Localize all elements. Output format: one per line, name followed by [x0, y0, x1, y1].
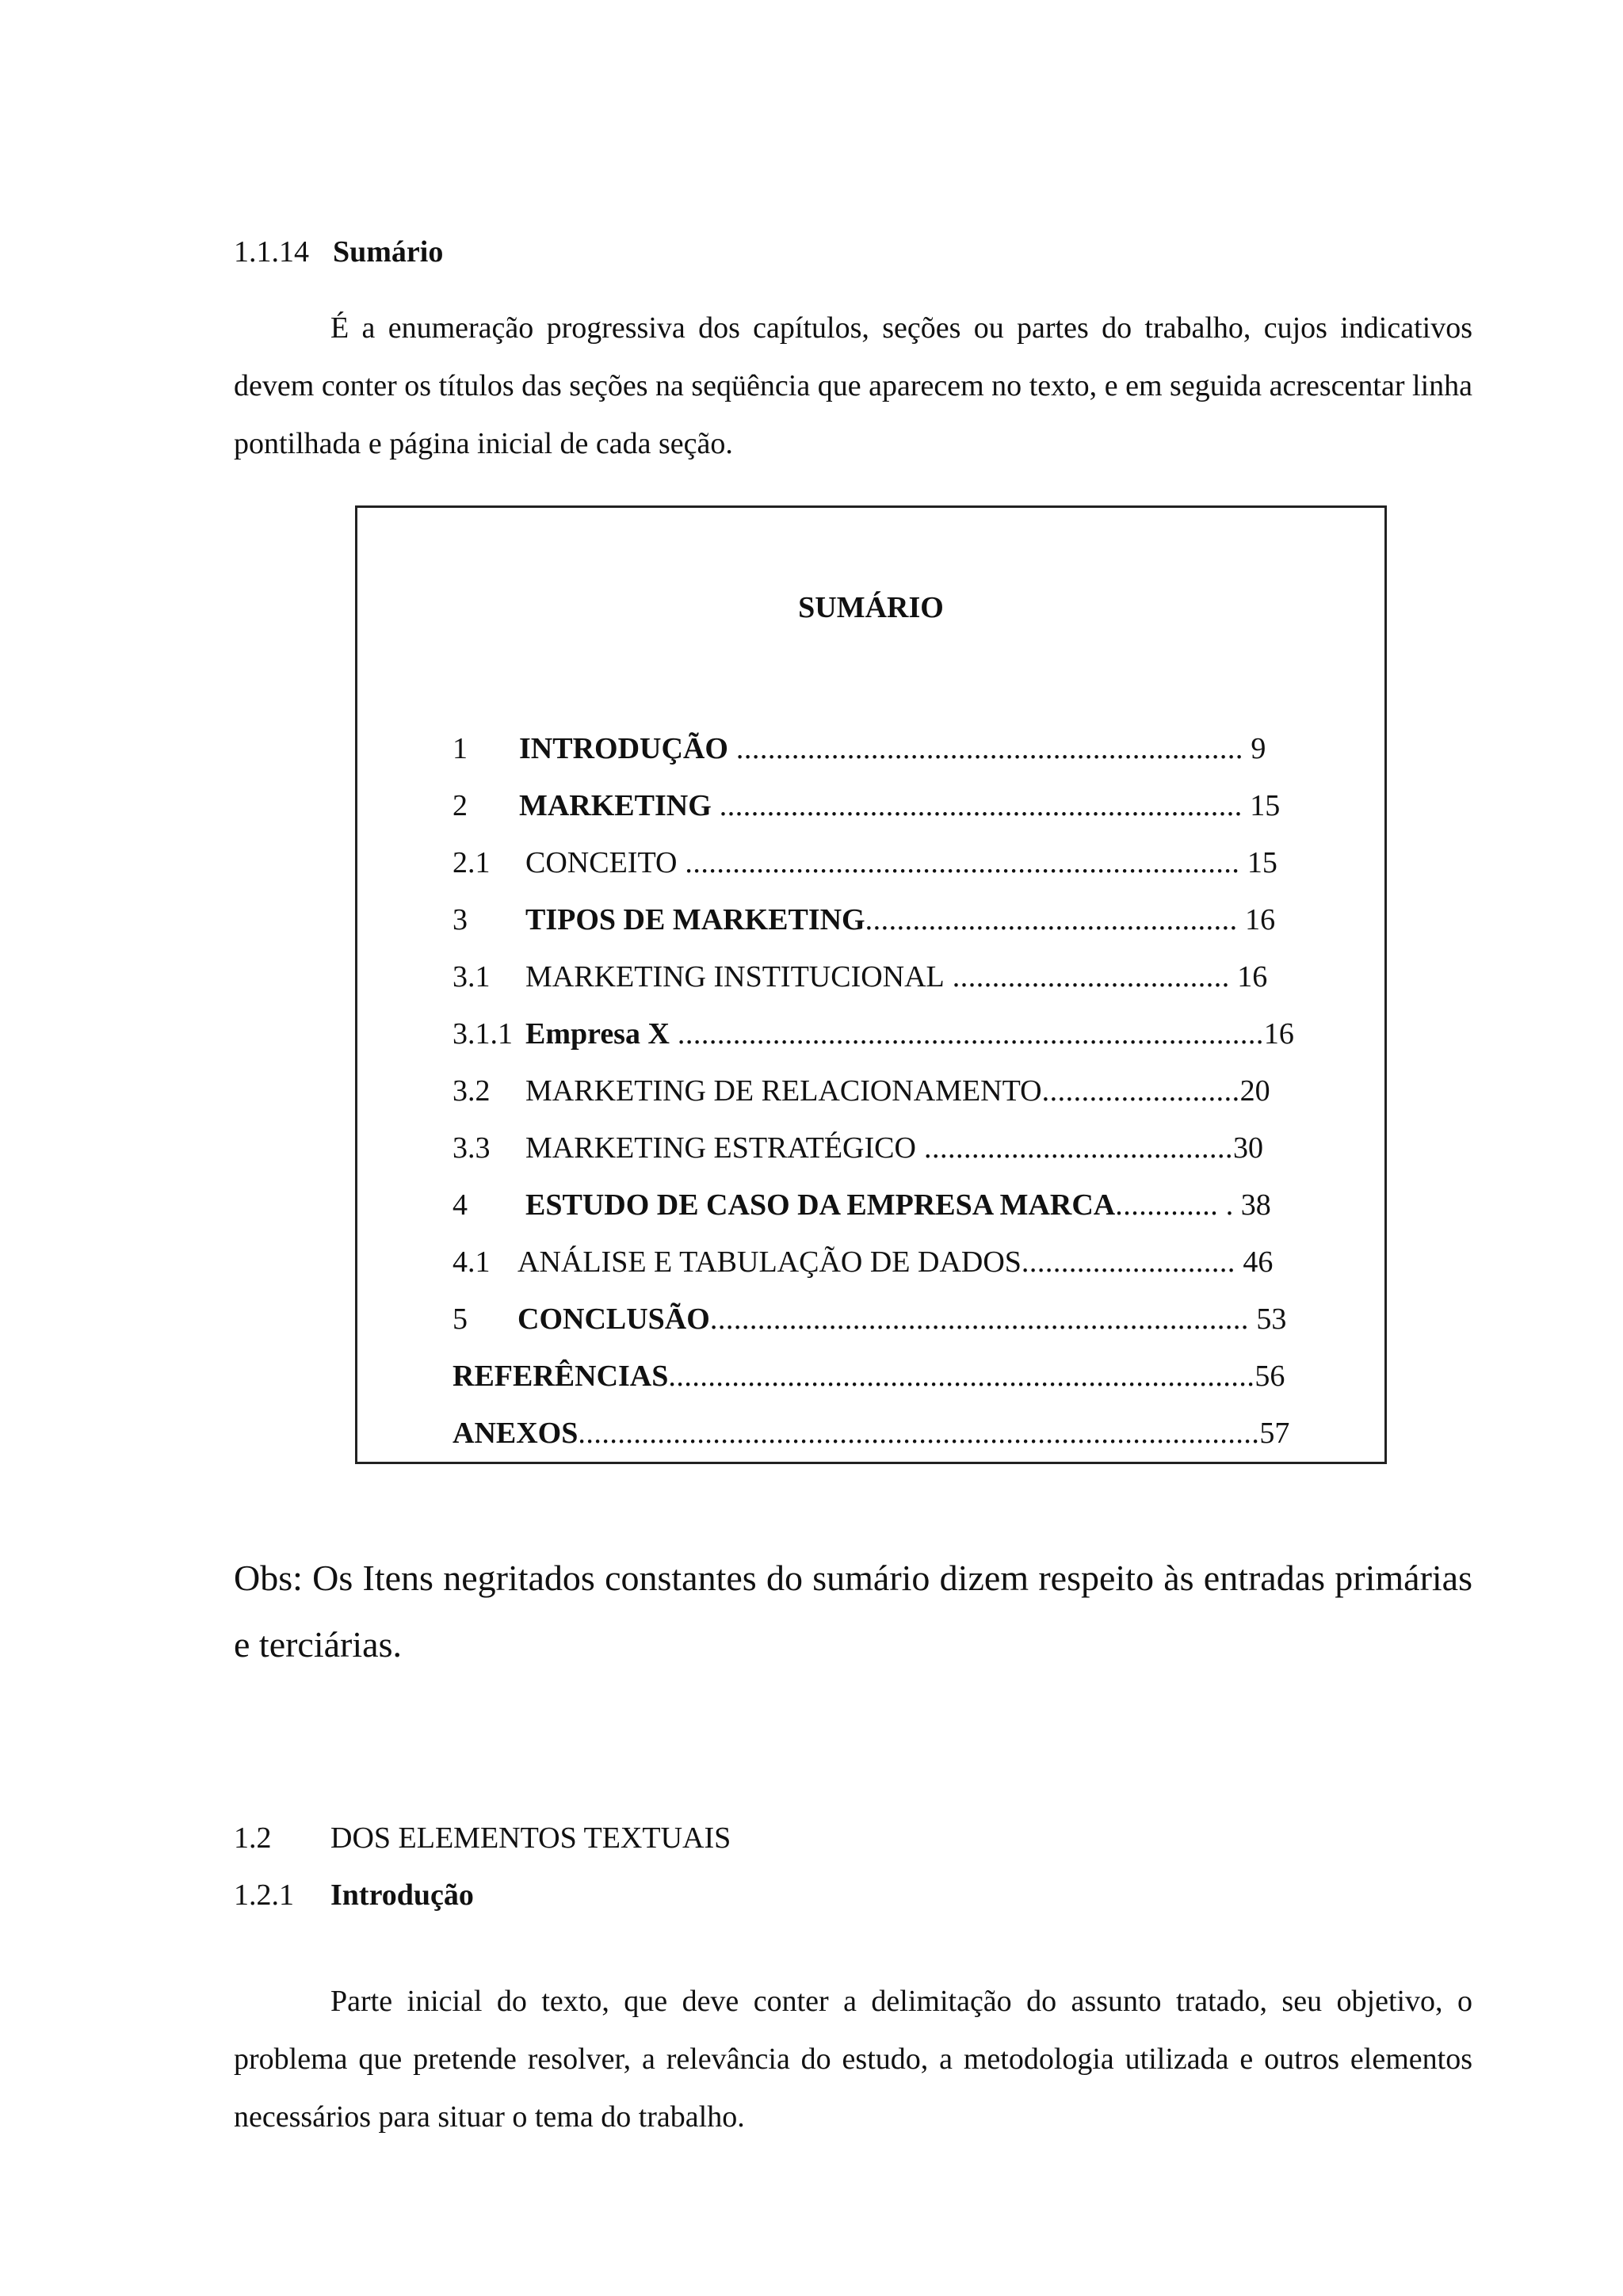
toc-entry — [453, 1062, 1308, 1119]
toc-entry-label: CONCEITO — [525, 846, 678, 879]
toc-entry-page: 16 — [1237, 903, 1276, 936]
toc-entry-page: 16 — [1263, 1017, 1294, 1051]
toc-entry-leader-dots: ................................... — [944, 960, 1230, 994]
toc-entry-number: 2.1 — [453, 846, 491, 879]
paragraph-text: Parte inicial do texto, que deve conter a delimitação do assunto tratado, seu objetivo, o problema que pretende resolver, a relevância do estudo, a metodologia utilizada e outros elementos necessários para situar o tema do trabalho. — [234, 1985, 1472, 2134]
toc-entry — [453, 1348, 1308, 1405]
toc-entry-leader-dots: ............. — [1115, 1188, 1219, 1222]
toc-entry-number: 3.1.1 — [453, 1017, 513, 1051]
toc-entry-number: 3 — [453, 903, 468, 936]
toc-entry-label: MARKETING ESTRATÉGICO — [525, 1131, 916, 1165]
toc-entry-number: 2 — [453, 789, 468, 822]
toc-entry — [453, 1119, 1308, 1177]
toc-entry-number: 4.1 — [453, 1245, 491, 1279]
toc-entry-leader-dots: ............................................... — [865, 903, 1238, 936]
toc-entry-page: 16 — [1229, 960, 1268, 994]
toc-entry-label: MARKETING — [519, 789, 712, 822]
toc-entry-leader-dots: .......................................................................... — [669, 1017, 1264, 1051]
toc-entry-page: 56 — [1254, 1360, 1285, 1393]
toc-entry-page: . 38 — [1218, 1188, 1271, 1222]
toc-entry-leader-dots: ......................... — [1041, 1074, 1240, 1108]
toc-entry-leader-dots: ...................................................................... — [677, 846, 1240, 879]
toc-entry-number: 3.1 — [453, 960, 491, 994]
toc-entry-number: 4 — [453, 1188, 468, 1222]
toc-entry-page: 53 — [1248, 1302, 1287, 1336]
toc-entry-label: MARKETING DE RELACIONAMENTO — [525, 1074, 1042, 1108]
section-title: DOS ELEMENTOS TEXTUAIS — [330, 1821, 731, 1855]
sumario-description-paragraph — [234, 299, 1472, 473]
toc-entry-page: 15 — [1242, 789, 1281, 822]
toc-entry — [453, 834, 1308, 891]
section-title: Introdução — [330, 1878, 474, 1912]
toc-list — [453, 720, 1308, 1462]
introducao-description-paragraph — [234, 1973, 1472, 2146]
toc-entry-number: 5 — [453, 1302, 468, 1336]
toc-example-box — [355, 505, 1387, 1464]
section-heading-sumario — [234, 235, 443, 269]
toc-entry-page: 9 — [1243, 732, 1266, 765]
toc-entry-leader-dots: ........................... — [1021, 1245, 1235, 1279]
toc-entry-leader-dots: .................................................................. — [711, 789, 1243, 822]
toc-entry — [453, 720, 1308, 777]
toc-entry — [453, 1177, 1308, 1234]
toc-entry-label: MARKETING INSTITUCIONAL — [525, 960, 945, 994]
toc-entry-page: 46 — [1235, 1245, 1274, 1279]
toc-entry-label: Empresa X — [525, 1017, 670, 1051]
toc-title: SUMÁRIO — [798, 591, 944, 624]
paragraph-text: É a enumeração progressiva dos capítulos, seções ou partes do trabalho, cujos indicativos devem conter os títulos das seções na seqüência que aparecem no texto, e em seguida acrescentar linha pontilhada e página inicial de cada seção. — [234, 311, 1472, 460]
toc-entry-label: ESTUDO DE CASO DA EMPRESA MARCA — [525, 1188, 1116, 1222]
toc-entry — [453, 948, 1308, 1005]
toc-entry-label: TIPOS DE MARKETING — [525, 903, 865, 936]
toc-entry-leader-dots: ...................................................................................... — [578, 1417, 1260, 1450]
toc-entry-label: REFERÊNCIAS — [453, 1360, 669, 1393]
section-number: 1.1.14 — [234, 235, 309, 269]
toc-entry-page: 57 — [1259, 1417, 1290, 1450]
toc-entry-label: ANÁLISE E TABULAÇÃO DE DADOS — [517, 1245, 1022, 1279]
section-heading-elementos-textuais — [234, 1821, 731, 1855]
toc-entry-label: ANEXOS — [453, 1417, 579, 1450]
toc-entry-label: CONCLUSÃO — [517, 1302, 710, 1336]
toc-entry — [453, 1005, 1308, 1062]
section-title: Sumário — [333, 235, 444, 269]
toc-entry-number: 3.2 — [453, 1074, 491, 1108]
toc-entry-page: 30 — [1232, 1131, 1263, 1165]
obs-note: Obs: Os Itens negritados constantes do sumário dizem respeito às entradas primárias e terciárias. — [234, 1558, 1472, 1665]
toc-entry-number: 1 — [453, 732, 468, 765]
toc-entry-leader-dots: .......................................................................... — [668, 1360, 1255, 1393]
section-heading-introducao — [234, 1878, 474, 1913]
toc-entry — [453, 1291, 1308, 1348]
toc-entry-page: 20 — [1239, 1074, 1270, 1108]
toc-entry-page: 15 — [1239, 846, 1277, 879]
toc-entry-number: 3.3 — [453, 1131, 491, 1165]
toc-entry-label: INTRODUÇÃO — [519, 732, 728, 765]
toc-entry-leader-dots: ....................................... — [915, 1131, 1233, 1165]
toc-entry-leader-dots: .................................................................... — [709, 1302, 1249, 1336]
toc-entry — [453, 1234, 1308, 1291]
toc-entry — [453, 777, 1308, 834]
section-number: 1.2.1 — [234, 1878, 294, 1912]
toc-entry — [453, 1405, 1308, 1462]
toc-entry-leader-dots: ................................................................ — [727, 732, 1243, 765]
toc-entry — [453, 891, 1308, 948]
section-number: 1.2 — [234, 1821, 272, 1855]
